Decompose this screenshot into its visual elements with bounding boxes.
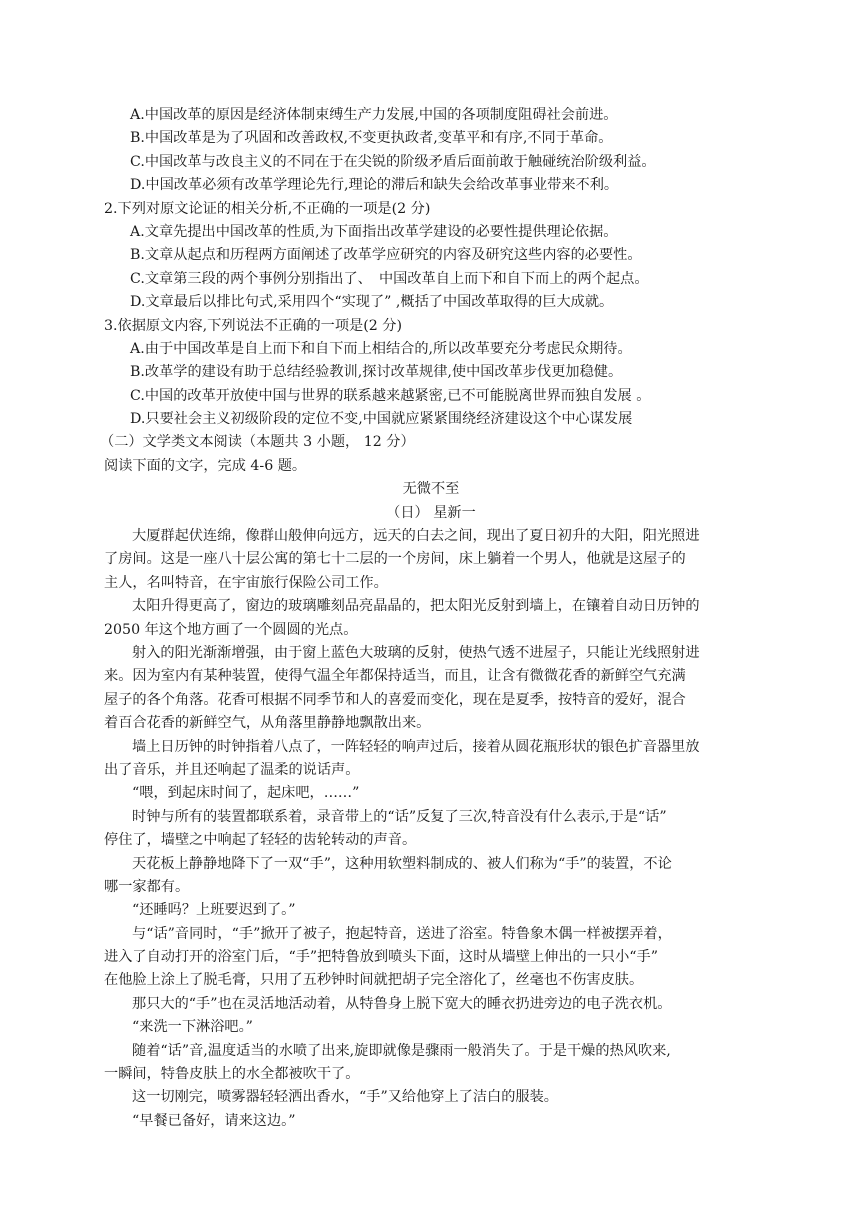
story-line: 了房间。这是一座八十层公寓的第七十二层的一个房间，床上躺着一个男人，他就是这屋子的	[104, 551, 686, 568]
option-b: B.中国改革是为了巩固和改善政权,不变更执政者,变革平和有序,不同于革命。	[130, 130, 613, 147]
story-line: “早餐已备好，请来这边。”	[132, 1112, 296, 1129]
story-line: 在他脸上涂上了脱毛膏，只用了五秒钟时间就把胡子完全溶化了，丝毫也不伤害皮肤。	[104, 972, 644, 989]
option-d: D.文章最后以排比句式,采用四个“实现了” ,概括了中国改革取得的巨大成就。	[130, 294, 614, 311]
option-c: C.文章第三段的两个事例分别指出了、 中国改革自上而下和自下而上的两个起点。	[130, 270, 649, 287]
story-line: 一瞬间，特鲁皮肤上的水全都被吹干了。	[104, 1066, 360, 1083]
story-author: （日） 星新一	[386, 504, 476, 521]
story-line: 屋子的各个角落。花香可根据不同季节和人的喜爱而变化，现在是夏季，按特音的爱好，混合	[104, 691, 686, 708]
story-line: 出了音乐，并且还响起了温柔的说话声。	[104, 761, 360, 778]
story-line: 射入的阳光渐渐增强，由于窗上蓝色大玻璃的反射，使热气透不进屋子，只能让光线照射进	[132, 644, 700, 661]
section-2	[100, 431, 758, 478]
option-c: C.中国的改革开放使中国与世界的联系越来越紧密,已不可能脱离世界而独自发展 。	[130, 387, 651, 404]
section-heading: （二）文学类文本阅读（本题共 3 小题， 12 分）	[100, 434, 415, 451]
story-line: 墙上日历钟的时钟指着八点了，一阵轻轻的响声过后，接着从圆花瓶形状的银色扩音器里放	[132, 738, 700, 755]
option-a: A.由于中国改革是自上而下和自下而上相结合的,所以改革要充分考虑民众期待。	[130, 340, 632, 357]
option-d: D.中国改革必须有改革学理论先行,理论的滞后和缺失会给改革事业带来不利。	[130, 177, 619, 194]
story-line: 太阳升得更高了，窗边的玻璃雕刻品亮晶晶的，把太阳光反射到墙上，在镶着自动日历钟的	[132, 598, 700, 615]
story-line: 这一切刚完，喷雾器轻轻洒出香水，“手”又给他穿上了洁白的服装。	[132, 1089, 558, 1106]
question-stem: 3.依据原文内容,下列说法不正确的一项是(2 分)	[104, 317, 403, 334]
story-line: 大厦群起伏连绵，像群山般伸向远方，远天的白去之间，现出了夏日初升的大阳，阳光照进	[132, 528, 700, 545]
option-c: C.中国改革与改良主义的不同在于在尖锐的阶级矛盾后面前敢于触碰统治阶级利益。	[130, 153, 656, 170]
section-instruction: 阅读下面的文字，完成 4-6 题。	[104, 457, 307, 474]
question-stem: 2.下列对原文论证的相关分析,不正确的一项是(2 分)	[104, 200, 431, 217]
story-line: 那只大的“手”也在灵活地活动着，从特鲁身上脱下宽大的睡衣扔进旁边的电子洗衣机。	[132, 995, 672, 1012]
story-body	[104, 525, 758, 1133]
story-line: 时钟与所有的装置都联系着，录音带上的“话”反复了三次,特音没有什么表示,于是“话”	[132, 808, 667, 825]
story-line: 着百合花香的新鲜空气，从角落里静静地飘散出来。	[104, 715, 431, 732]
option-a: A.中国改革的原因是经济体制束缚生产力发展,中国的各项制度阻碍社会前进。	[130, 107, 618, 123]
question-2	[104, 198, 758, 315]
story-line: 天花板上静静地降下了一双“手”，这种用软塑料制成的、被人们称为“手”的装置，不论	[132, 855, 672, 872]
story-title: 无微不至	[402, 481, 460, 498]
story-line: “来洗一下淋浴吧。”	[132, 1019, 253, 1036]
story-line: “还睡吗？上班要迟到了。”	[132, 902, 296, 919]
story-line: 主人，名叫特音，在宇宙旅行保险公司工作。	[104, 574, 388, 591]
story-line: 与“话”音同时，“手”掀开了被子，抱起特音，送进了浴室。特鲁象木偶一样被摆弄着，	[132, 925, 672, 942]
story-line: “喂，到起床时间了，起床吧，……”	[132, 785, 360, 802]
story-line: 哪一家都有。	[104, 878, 190, 895]
option-a: A.文章先提出中国改革的性质,为下面指出改革学建设的必要性提供理论依据。	[130, 223, 618, 240]
story-line: 2050 年这个地方画了一个圆圆的光点。	[104, 621, 358, 638]
story-line: 来。因为室内有某种装置，使得气温全年都保持适当，而且，让含有微微花香的新鲜空气充满	[104, 668, 686, 685]
question-1-options	[104, 104, 758, 198]
option-b: B.文章从起点和历程两方面阐述了改革学应研究的内容及研究这些内容的必要性。	[130, 247, 642, 264]
story-line: 停住了，墙壁之中响起了轻轻的齿轮转动的声音。	[104, 832, 417, 849]
story	[104, 478, 758, 1133]
option-d: D.只要社会主义初级阶段的定位不变,中国就应紧紧围绕经济建设这个中心谋发展	[130, 411, 633, 428]
story-line: 随着“话”音,温度适当的水喷了出来,旋即就像是骤雨一般消失了。于是干燥的热风吹来,	[132, 1042, 671, 1059]
question-3	[104, 315, 758, 432]
story-line: 进入了自动打开的浴室门后，“手”把特鲁放到喷头下面，这时从墙壁上伸出的一只小“手”	[104, 949, 658, 966]
document-page	[100, 104, 758, 1133]
option-b: B.改革学的建设有助于总结经验教训,探讨改革规律,使中国改革步伐更加稳健。	[130, 364, 623, 381]
